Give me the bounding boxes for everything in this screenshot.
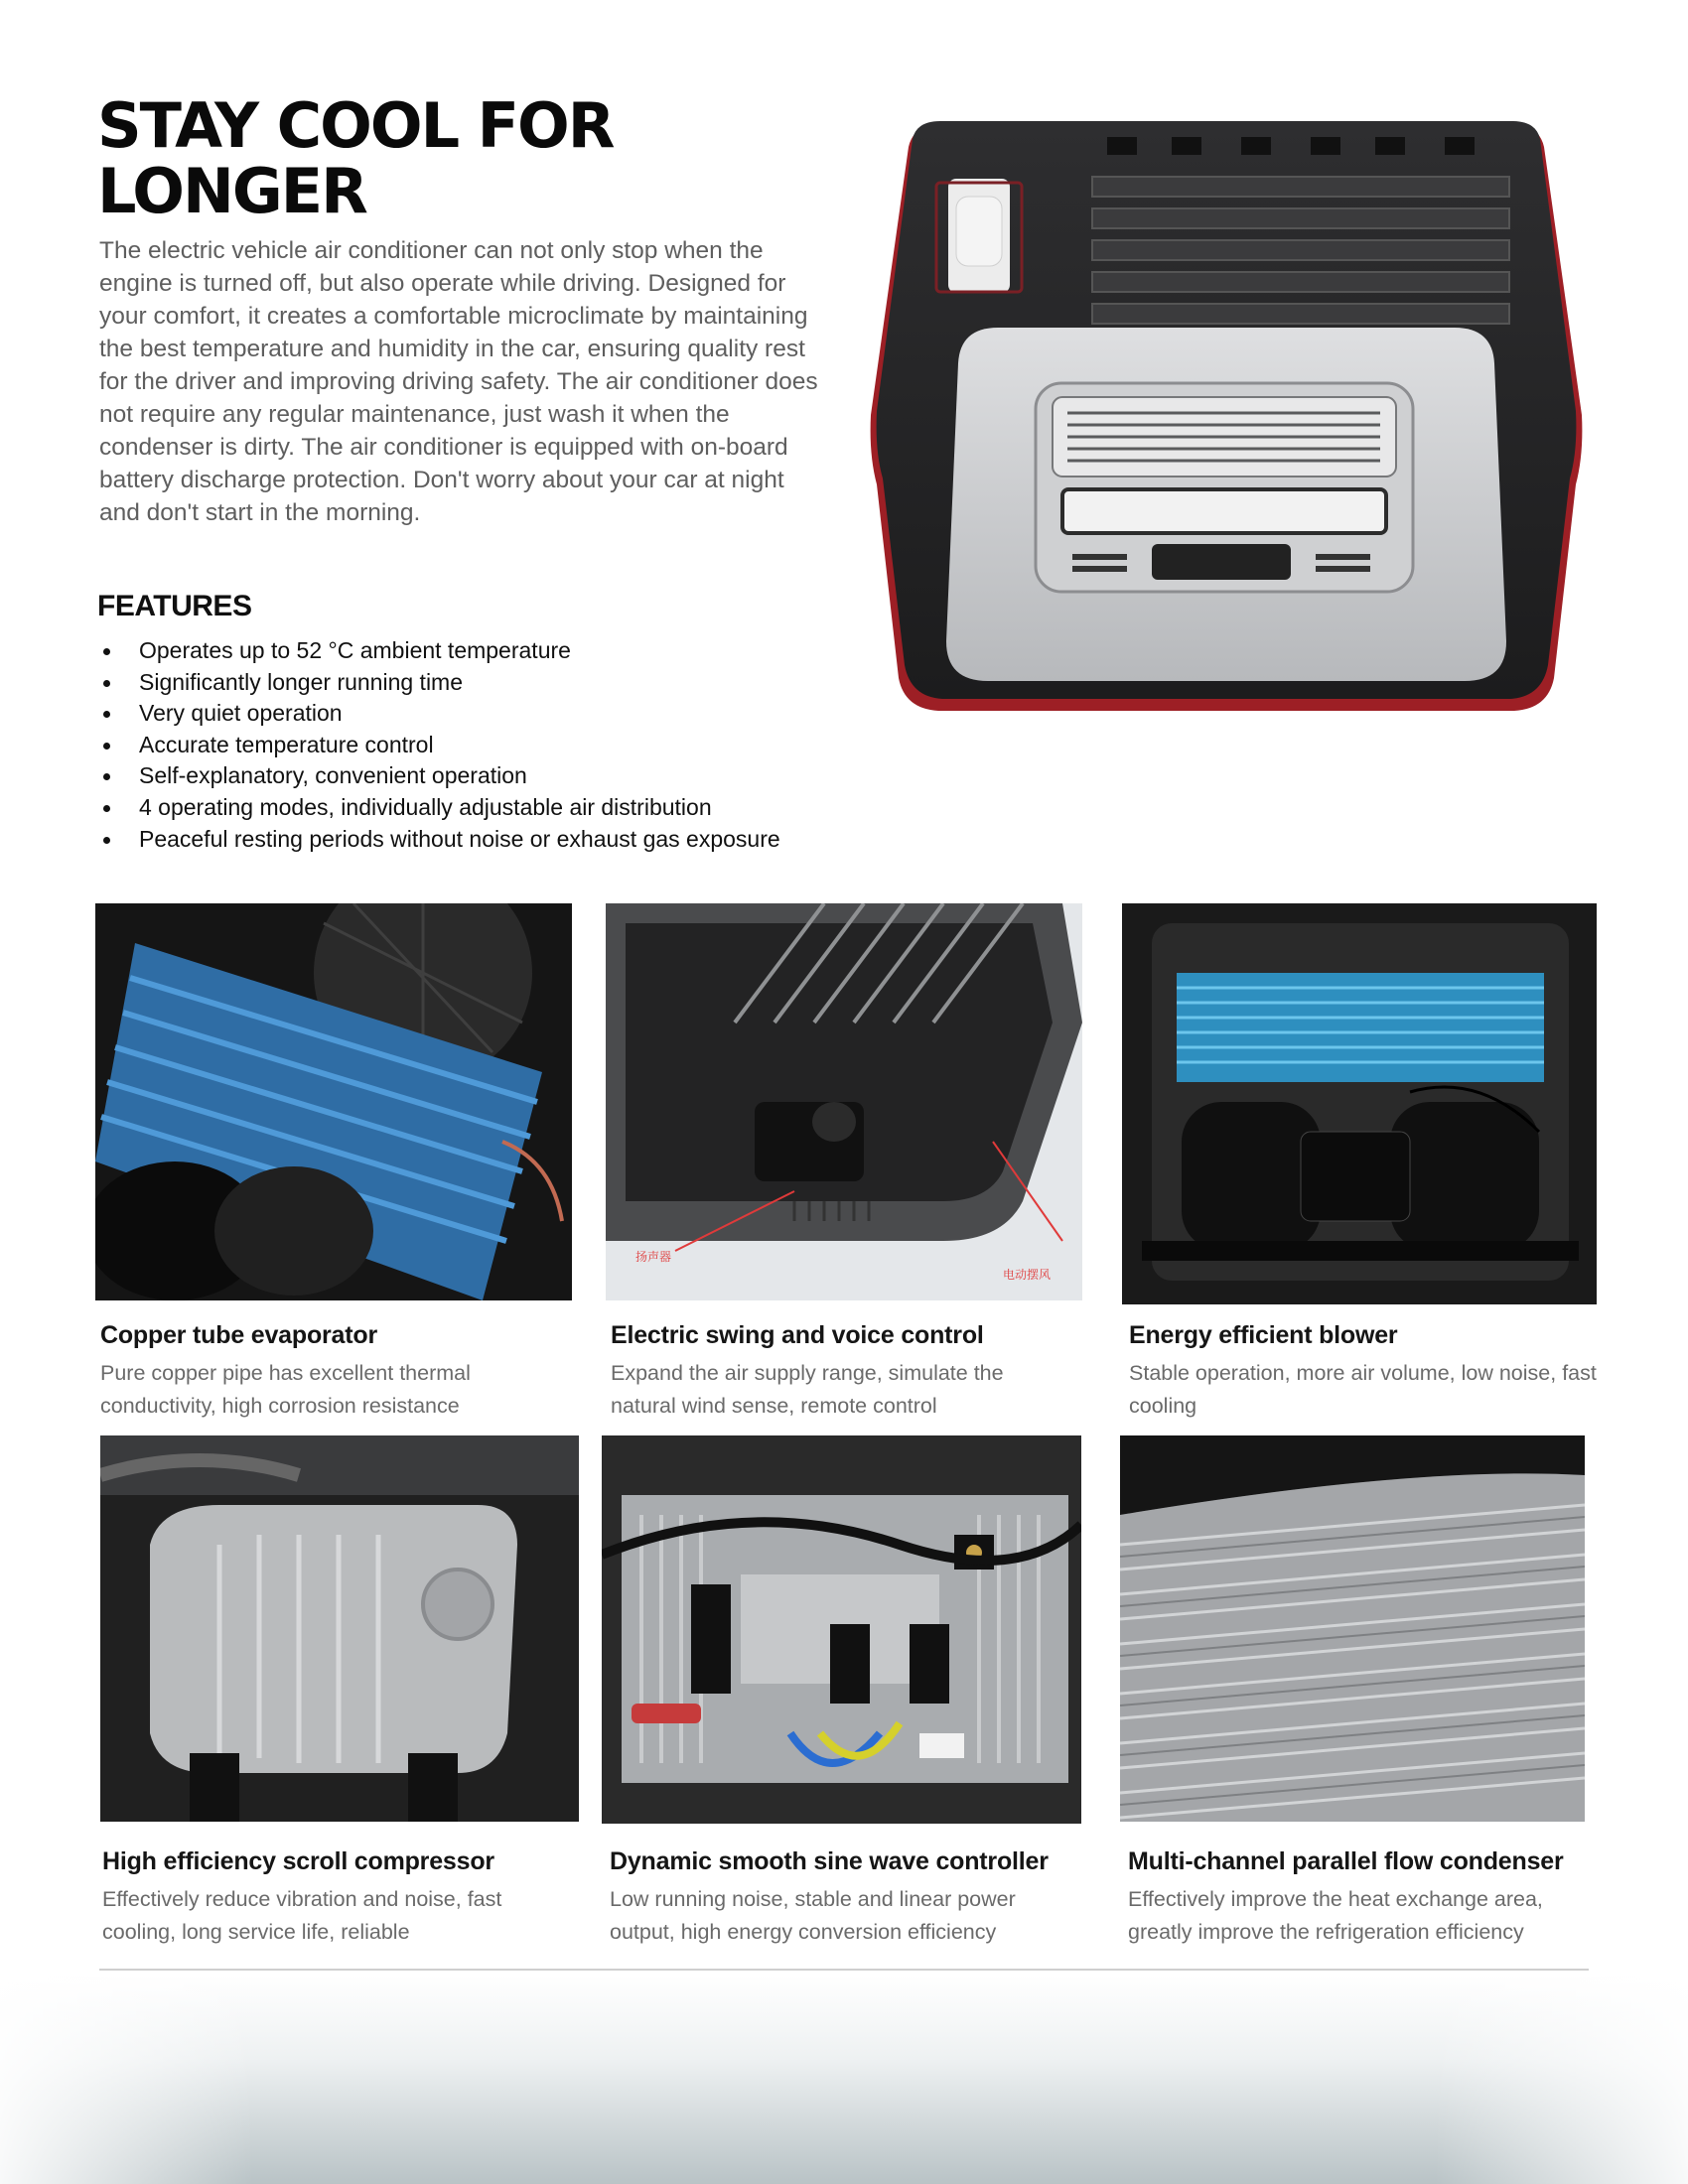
feature-item: 4 operating modes, individually adjustable air distribution	[99, 792, 780, 824]
footer-background	[0, 1976, 1688, 2184]
controller-photo	[602, 1435, 1081, 1824]
component-title: Multi-channel parallel flow condenser	[1128, 1847, 1564, 1875]
component-description: Low running noise, stable and linear power output, high energy conversion efficiency	[610, 1887, 1016, 1944]
component-title: Electric swing and voice control	[611, 1321, 984, 1349]
blower-photo	[1122, 903, 1597, 1304]
component-title: Dynamic smooth sine wave controller	[610, 1847, 1049, 1875]
page-title-line2: LONGER	[97, 155, 366, 227]
page-title-line1: STAY COOL FOR	[97, 89, 614, 162]
component-title: High efficiency scroll compressor	[102, 1847, 494, 1875]
air-conditioner-product-image	[869, 117, 1584, 719]
component-description: Effectively improve the heat exchange area, greatly improve the refrigeration efficiency	[1128, 1887, 1543, 1944]
swing-control-photo	[606, 903, 1082, 1300]
condenser-photo	[1120, 1435, 1585, 1822]
divider	[99, 1969, 1589, 1971]
photo-label-electric-swing: 电动摆风	[1003, 1268, 1052, 1282]
features-heading: FEATURES	[97, 590, 252, 622]
component-description: Pure copper pipe has excellent thermal conductivity, high corrosion resistance	[100, 1361, 471, 1418]
feature-item: Operates up to 52 °C ambient temperature	[99, 635, 780, 667]
feature-item: Peaceful resting periods without noise or exhaust gas exposure	[99, 824, 780, 856]
feature-item: Very quiet operation	[99, 698, 780, 730]
intro-paragraph: The electric vehicle air conditioner can not only stop when the engine is turned off, but also operate while driving. Designed for your comfort, it creates a comfortable microclimate by maintaining the best temperature and humidity in the car, ensuring quality rest for the driver and improving driving safety. The air conditioner does not require any regular maintenance, just wash it when the condenser is dirty. The air conditioner is equipped with on-board battery discharge protection. Don't worry about your car at night and don't start in the morning.	[99, 237, 818, 526]
component-description: Stable operation, more air volume, low noise, fast cooling	[1129, 1361, 1597, 1418]
compressor-photo	[100, 1435, 579, 1822]
feature-item: Accurate temperature control	[99, 730, 780, 761]
component-title: Energy efficient blower	[1129, 1321, 1398, 1349]
feature-item: Significantly longer running time	[99, 667, 780, 699]
component-title: Copper tube evaporator	[100, 1321, 377, 1349]
feature-item: Self-explanatory, convenient operation	[99, 760, 780, 792]
features-list	[99, 635, 780, 855]
page-title	[97, 89, 614, 227]
photo-label-speaker: 扬声器	[635, 1250, 672, 1264]
component-description: Effectively reduce vibration and noise, fast cooling, long service life, reliable	[102, 1887, 502, 1944]
component-description: Expand the air supply range, simulate the natural wind sense, remote control	[611, 1361, 1004, 1418]
evaporator-photo	[95, 903, 572, 1300]
